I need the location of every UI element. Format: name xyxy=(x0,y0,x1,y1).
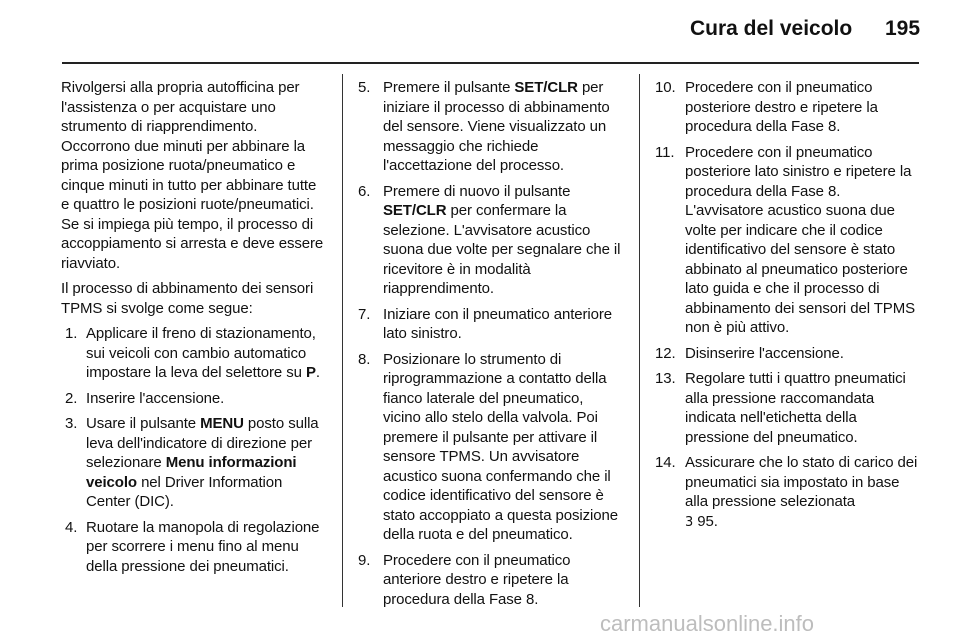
process-intro: Il processo di abbinamento dei sensori TPMS si svolge come segue: xyxy=(61,280,314,317)
step-number: 13. xyxy=(655,370,676,387)
step-text: Assicurare che lo stato di carico dei pneumatici sia impostato in base alla pressione selezionata xyxy=(685,454,918,510)
list-item xyxy=(655,344,921,364)
list-item xyxy=(358,551,624,610)
step-text: . xyxy=(315,364,320,381)
step-text: Procedere con il pneumatico posteriore lato sinistro e ripetere la procedura della Fase 8. L'avvisatore acustico suona due volte per indicare che il codice identificativo del sensore è stato abbinato al pneumatico posteriore lato guida e che il processo di abbinamento dei sensori del TPMS non è più attivo. xyxy=(685,143,915,336)
list-item xyxy=(61,389,327,409)
column-divider-2 xyxy=(639,74,640,607)
step-number: 9. xyxy=(358,551,371,569)
list-item xyxy=(655,369,921,447)
list-item xyxy=(61,324,327,383)
intro-paragraph: Rivolgersi alla propria autofficina per l'assistenza o per acquistare uno strumento di riapprendimento. Occorrono due minuti per abbinare la prima posizione ruota/pneumatico e cinque minuti in tutto per abbinare tutte e quattro le posizioni ruote/pneumatici. Se si impiega più tempo, il processo di accoppiamento si arresta e deve essere riavviato. xyxy=(61,79,324,272)
step-text: Applicare il freno di stazionamento, sui veicoli con cambio automatico impostare la leva del selettore su xyxy=(86,325,316,381)
header-rule xyxy=(62,62,919,64)
step-text: Disinserire l'accensione. xyxy=(685,344,844,362)
step-bold: Menu informazioni veicolo xyxy=(86,454,297,491)
step-text: Regolare tutti i quattro pneumatici alla pressione raccomandata indicata nell'etichetta della pressione del pneumatico. xyxy=(685,370,906,446)
page-reference-link[interactable]: 95. xyxy=(693,512,718,530)
step-number: 6. xyxy=(358,182,371,200)
list-item xyxy=(61,518,327,577)
column-3 xyxy=(655,78,921,538)
column-1 xyxy=(61,78,327,582)
page-reference-arrow-icon[interactable]: 3 xyxy=(685,514,694,530)
step-text: Procedere con il pneumatico anteriore destro e ripetere la procedura della Fase 8. xyxy=(383,551,571,608)
step-bold: P xyxy=(305,364,316,381)
step-number: 10. xyxy=(655,79,676,96)
step-text: Procedere con il pneumatico posteriore destro e ripetere la procedura della Fase 8. xyxy=(685,79,878,135)
step-bold: MENU xyxy=(200,415,244,432)
step-number: 7. xyxy=(358,305,371,323)
list-item xyxy=(655,78,921,137)
page-number: 195 xyxy=(885,17,921,40)
list-item xyxy=(358,78,624,176)
step-number: 14. xyxy=(655,454,676,471)
step-text: Premere il pulsante xyxy=(383,79,515,96)
step-number: 3. xyxy=(65,415,78,432)
list-item xyxy=(358,182,624,299)
step-text: per confermare la selezione. L'avvisatore acustico suona due volte per segnalare che il ricevitore è in modalità riapprendimento. xyxy=(383,202,621,297)
list-item xyxy=(655,143,921,338)
step-text: Ruotare la manopola di regolazione per scorrere i menu fino al menu della pressione dei pneumatici. xyxy=(86,518,320,575)
step-text: Posizionare lo strumento di riprogrammazione a contatto della fianco laterale del pneumatico, vicino allo stelo della valvola. Poi premere il pulsante per attivare il sensore TPMS. Un avvisatore acustico suona confermando che il codice identificativo del sensore è stato accoppiato a questa posizione della ruota e del pneumatico. xyxy=(383,350,618,543)
step-number: 11. xyxy=(655,143,675,161)
step-bold: SET/CLR xyxy=(383,202,447,219)
list-item xyxy=(655,453,921,532)
list-item xyxy=(358,350,624,545)
list-item xyxy=(61,414,327,512)
watermark: carmanualsonline.info xyxy=(600,611,815,636)
step-number: 8. xyxy=(358,350,371,368)
step-text: Inserire l'accensione. xyxy=(86,389,225,407)
step-number: 12. xyxy=(655,344,676,362)
step-number: 2. xyxy=(65,389,78,407)
step-text: Usare il pulsante xyxy=(86,415,201,432)
step-number: 5. xyxy=(358,79,371,96)
step-text: Premere di nuovo il pulsante xyxy=(383,182,571,200)
step-text: Iniziare con il pneumatico anteriore lato sinistro. xyxy=(383,305,613,342)
list-item xyxy=(358,305,624,344)
step-text: nel Driver Information Center (DIC). xyxy=(86,473,283,510)
step-text: per iniziare il processo di abbinamento del sensore. Viene visualizzato un messaggio che richiede l'accettazione del processo. xyxy=(383,79,610,174)
column-divider-1 xyxy=(342,74,343,607)
column-2 xyxy=(358,78,624,615)
section-title: Cura del veicolo xyxy=(690,17,853,40)
step-bold: SET/CLR xyxy=(514,79,578,96)
step-number: 1. xyxy=(65,325,78,342)
step-number: 4. xyxy=(65,518,78,536)
step-text: posto sulla leva dell'indicatore di direzione per selezionare xyxy=(86,415,319,471)
